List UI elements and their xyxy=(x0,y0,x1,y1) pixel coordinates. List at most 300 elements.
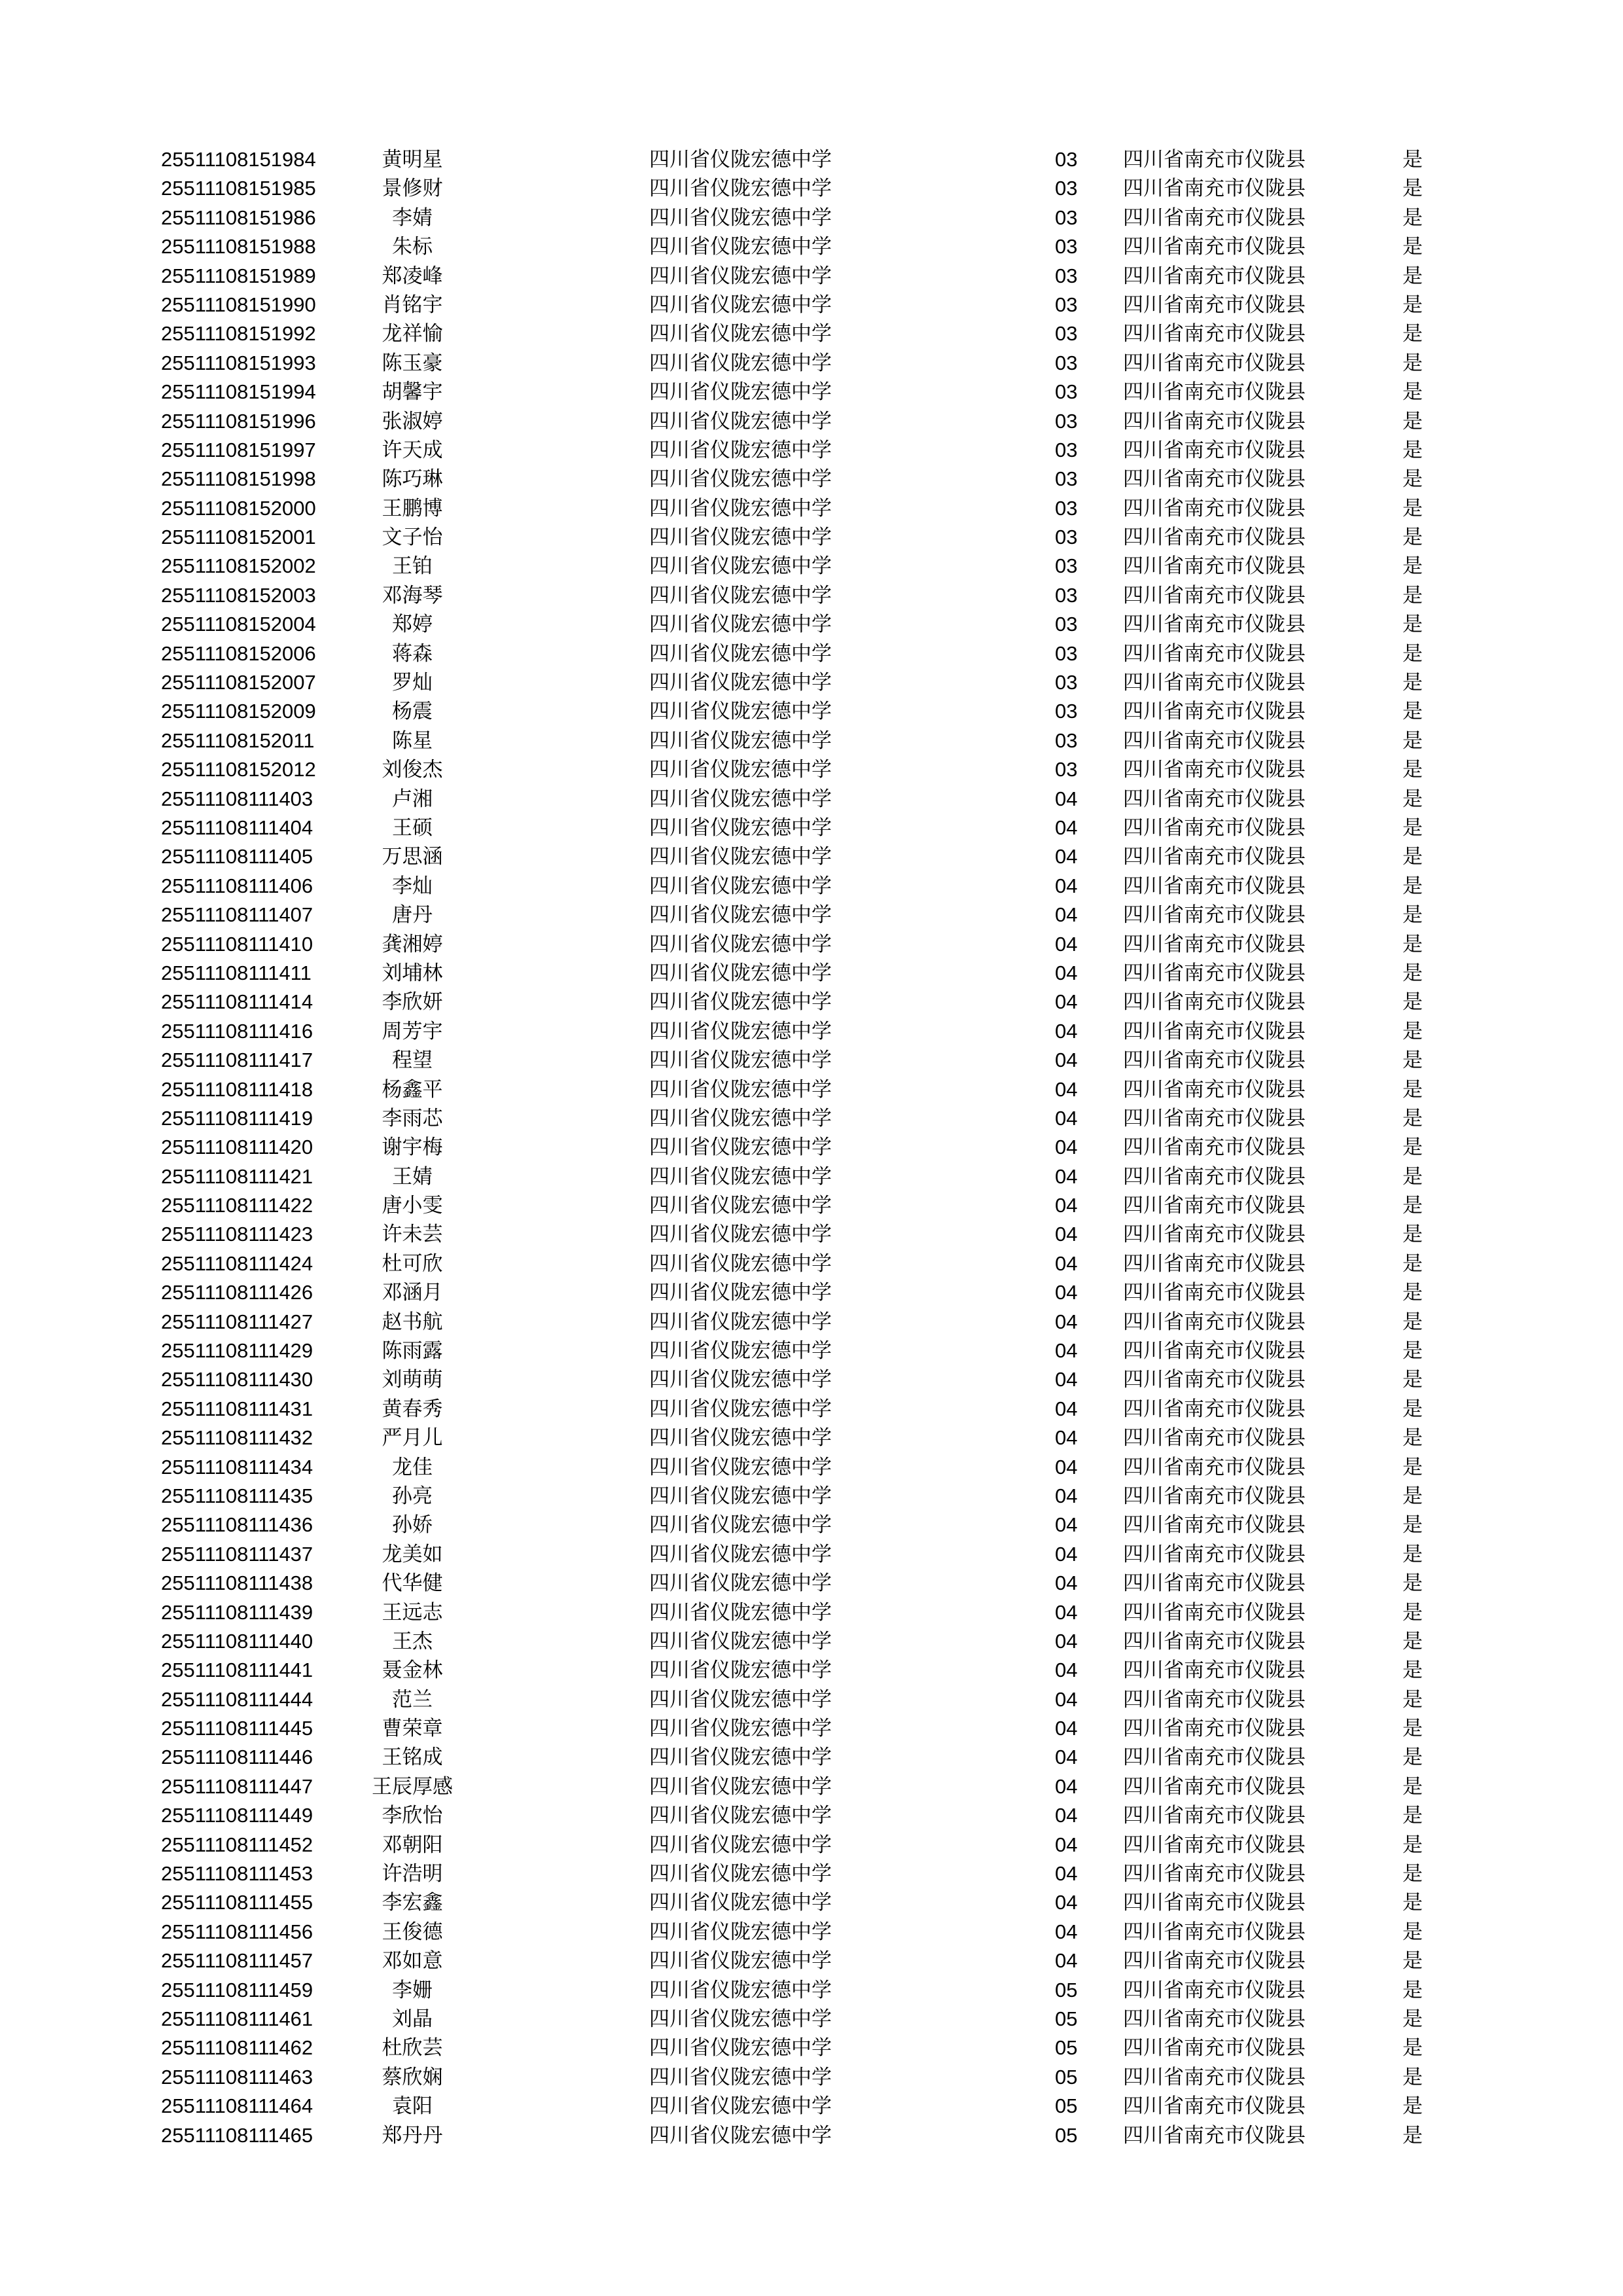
roster-table xyxy=(0,145,1623,2150)
status-flag: 是 xyxy=(1402,671,1423,695)
student-name: 严月儿 xyxy=(382,1426,443,1450)
student-name: 赵书航 xyxy=(382,1310,443,1334)
school-name: 四川省仪陇宏德中学 xyxy=(649,700,832,724)
school-name: 四川省仪陇宏德中学 xyxy=(649,961,832,985)
student-name: 王俊德 xyxy=(382,1920,443,1944)
school-name: 四川省仪陇宏德中学 xyxy=(649,351,832,375)
student-name: 郑婷 xyxy=(392,613,433,637)
region: 四川省南充市仪陇县 xyxy=(1123,1077,1306,1102)
region: 四川省南充市仪陇县 xyxy=(1123,1106,1306,1130)
student-name: 曹荣章 xyxy=(382,1717,443,1741)
student-name: 景修财 xyxy=(382,177,443,201)
class-number: 04 xyxy=(1055,1281,1078,1304)
status-flag: 是 xyxy=(1402,728,1423,753)
admission-number: 25511108111444 xyxy=(161,1687,313,1711)
table-row xyxy=(0,1888,1623,1917)
school-name: 四川省仪陇宏德中学 xyxy=(649,1455,832,1479)
admission-number: 25511108151994 xyxy=(161,380,316,404)
region: 四川省南充市仪陇县 xyxy=(1123,264,1306,288)
student-name: 李雨芯 xyxy=(382,1106,443,1130)
student-name: 刘俊杰 xyxy=(382,758,443,782)
table-row xyxy=(0,1046,1623,1075)
student-name: 杜欣芸 xyxy=(382,2036,443,2060)
table-row xyxy=(0,407,1623,436)
admission-number: 25511108111463 xyxy=(161,2065,313,2089)
class-number: 04 xyxy=(1055,1920,1078,1943)
table-row xyxy=(0,378,1623,406)
class-number: 03 xyxy=(1055,467,1078,491)
admission-number: 25511108152003 xyxy=(161,583,316,607)
student-name: 李婧 xyxy=(392,206,433,230)
status-flag: 是 xyxy=(1402,554,1423,579)
table-row xyxy=(0,1743,1623,1772)
status-flag: 是 xyxy=(1402,177,1423,201)
table-row xyxy=(0,1308,1623,1336)
class-number: 05 xyxy=(1055,2123,1078,2147)
region: 四川省南充市仪陇县 xyxy=(1123,2065,1306,2089)
table-row xyxy=(0,1220,1623,1249)
table-row xyxy=(0,1075,1623,1104)
admission-number: 25511108111439 xyxy=(161,1600,313,1624)
status-flag: 是 xyxy=(1402,903,1423,927)
school-name: 四川省仪陇宏德中学 xyxy=(649,1513,832,1537)
school-name: 四川省仪陇宏德中学 xyxy=(649,2036,832,2060)
student-name: 杨鑫平 xyxy=(382,1077,443,1102)
status-flag: 是 xyxy=(1402,2094,1423,2119)
class-number: 03 xyxy=(1055,438,1078,461)
student-name: 陈玉豪 xyxy=(382,351,443,375)
class-number: 04 xyxy=(1055,1600,1078,1624)
region: 四川省南充市仪陇县 xyxy=(1123,1629,1306,1653)
table-row xyxy=(0,1627,1623,1656)
table-row xyxy=(0,1162,1623,1191)
status-flag: 是 xyxy=(1402,2123,1423,2147)
class-number: 03 xyxy=(1055,641,1078,665)
school-name: 四川省仪陇宏德中学 xyxy=(649,903,832,927)
region: 四川省南充市仪陇县 xyxy=(1123,148,1306,171)
school-name: 四川省仪陇宏德中学 xyxy=(649,1687,832,1712)
class-number: 04 xyxy=(1055,1717,1078,1740)
admission-number: 25511108151986 xyxy=(161,206,316,229)
school-name: 四川省仪陇宏德中学 xyxy=(649,641,832,666)
region: 四川省南充市仪陇县 xyxy=(1123,496,1306,520)
table-row xyxy=(0,1976,1623,2005)
class-number: 05 xyxy=(1055,2036,1078,2060)
class-number: 03 xyxy=(1055,322,1078,346)
admission-number: 25511108111440 xyxy=(161,1629,313,1653)
admission-number: 25511108111419 xyxy=(161,1106,313,1130)
admission-number: 25511108152012 xyxy=(161,758,316,781)
class-number: 03 xyxy=(1055,671,1078,694)
region: 四川省南充市仪陇县 xyxy=(1123,787,1306,811)
student-name: 邓海琴 xyxy=(382,583,443,607)
school-name: 四川省仪陇宏德中学 xyxy=(649,1629,832,1653)
status-flag: 是 xyxy=(1402,496,1423,520)
region: 四川省南充市仪陇县 xyxy=(1123,1571,1306,1596)
admission-number: 25511108151989 xyxy=(161,264,316,287)
school-name: 四川省仪陇宏德中学 xyxy=(649,1949,832,1973)
admission-number: 25511108111446 xyxy=(161,1746,313,1769)
table-row xyxy=(0,465,1623,493)
region: 四川省南充市仪陇县 xyxy=(1123,932,1306,956)
region: 四川省南充市仪陇县 xyxy=(1123,641,1306,666)
region: 四川省南充市仪陇县 xyxy=(1123,1862,1306,1886)
table-row xyxy=(0,901,1623,929)
class-number: 04 xyxy=(1055,1833,1078,1856)
school-name: 四川省仪陇宏德中学 xyxy=(649,1774,832,1799)
table-row xyxy=(0,872,1623,901)
class-number: 04 xyxy=(1055,1077,1078,1101)
school-name: 四川省仪陇宏德中学 xyxy=(649,264,832,288)
admission-number: 25511108111416 xyxy=(161,1019,313,1043)
student-name: 陈星 xyxy=(392,728,433,753)
school-name: 四川省仪陇宏德中学 xyxy=(649,1484,832,1508)
region: 四川省南充市仪陇县 xyxy=(1123,1426,1306,1450)
school-name: 四川省仪陇宏德中学 xyxy=(649,1978,832,2002)
school-name: 四川省仪陇宏德中学 xyxy=(649,1717,832,1741)
school-name: 四川省仪陇宏德中学 xyxy=(649,583,832,607)
student-name: 陈巧琳 xyxy=(382,467,443,492)
class-number: 05 xyxy=(1055,2065,1078,2089)
class-number: 03 xyxy=(1055,496,1078,520)
student-name: 周芳宇 xyxy=(382,1019,443,1043)
region: 四川省南充市仪陇县 xyxy=(1123,1717,1306,1741)
school-name: 四川省仪陇宏德中学 xyxy=(649,1019,832,1043)
class-number: 03 xyxy=(1055,235,1078,259)
student-name: 唐小雯 xyxy=(382,1194,443,1218)
table-row xyxy=(0,814,1623,842)
status-flag: 是 xyxy=(1402,2007,1423,2031)
region: 四川省南充市仪陇县 xyxy=(1123,583,1306,607)
status-flag: 是 xyxy=(1402,1513,1423,1537)
class-number: 03 xyxy=(1055,380,1078,404)
status-flag: 是 xyxy=(1402,1223,1423,1247)
class-number: 04 xyxy=(1055,1891,1078,1914)
school-name: 四川省仪陇宏德中学 xyxy=(649,1368,832,1392)
student-name: 李欣怡 xyxy=(382,1804,443,1828)
school-name: 四川省仪陇宏德中学 xyxy=(649,671,832,695)
student-name: 邓涵月 xyxy=(382,1281,443,1305)
class-number: 04 xyxy=(1055,932,1078,956)
admission-number: 25511108151996 xyxy=(161,409,316,433)
table-row xyxy=(0,1104,1623,1133)
school-name: 四川省仪陇宏德中学 xyxy=(649,1542,832,1566)
admission-number: 25511108111447 xyxy=(161,1774,313,1798)
admission-number: 25511108152002 xyxy=(161,554,316,578)
region: 四川省南充市仪陇县 xyxy=(1123,554,1306,579)
table-row xyxy=(0,1714,1623,1743)
admission-number: 25511108151997 xyxy=(161,438,316,461)
student-name: 蒋森 xyxy=(392,641,433,666)
class-number: 04 xyxy=(1055,1774,1078,1798)
region: 四川省南充市仪陇县 xyxy=(1123,961,1306,985)
admission-number: 25511108111452 xyxy=(161,1833,313,1856)
table-row xyxy=(0,726,1623,755)
student-name: 李宏鑫 xyxy=(382,1891,443,1915)
class-number: 04 xyxy=(1055,990,1078,1014)
table-row xyxy=(0,1365,1623,1394)
status-flag: 是 xyxy=(1402,1397,1423,1421)
region: 四川省南充市仪陇县 xyxy=(1123,351,1306,375)
table-row xyxy=(0,785,1623,814)
table-row xyxy=(0,610,1623,639)
table-row xyxy=(0,668,1623,697)
region: 四川省南充市仪陇县 xyxy=(1123,1455,1306,1479)
admission-number: 25511108111423 xyxy=(161,1223,313,1246)
region: 四川省南充市仪陇县 xyxy=(1123,467,1306,492)
status-flag: 是 xyxy=(1402,1746,1423,1770)
student-name: 王鹏博 xyxy=(382,496,443,520)
table-row xyxy=(0,842,1623,871)
admission-number: 25511108111422 xyxy=(161,1194,313,1217)
class-number: 03 xyxy=(1055,526,1078,549)
school-name: 四川省仪陇宏德中学 xyxy=(649,1106,832,1130)
school-name: 四川省仪陇宏德中学 xyxy=(649,496,832,520)
admission-number: 25511108151992 xyxy=(161,322,316,346)
admission-number: 25511108111453 xyxy=(161,1862,313,1886)
status-flag: 是 xyxy=(1402,1106,1423,1130)
admission-number: 25511108111455 xyxy=(161,1891,313,1914)
student-name: 龙佳 xyxy=(392,1455,433,1479)
region: 四川省南充市仪陇县 xyxy=(1123,903,1306,927)
table-row xyxy=(0,1685,1623,1714)
table-row xyxy=(0,1424,1623,1452)
status-flag: 是 xyxy=(1402,1687,1423,1712)
table-row xyxy=(0,2063,1623,2092)
school-name: 四川省仪陇宏德中学 xyxy=(649,2007,832,2031)
class-number: 04 xyxy=(1055,1542,1078,1566)
student-name: 刘埔林 xyxy=(382,961,443,985)
region: 四川省南充市仪陇县 xyxy=(1123,1804,1306,1828)
student-name: 李灿 xyxy=(392,874,433,898)
status-flag: 是 xyxy=(1402,1774,1423,1799)
student-name: 孙娇 xyxy=(392,1513,433,1537)
admission-number: 25511108152009 xyxy=(161,700,316,723)
class-number: 04 xyxy=(1055,1136,1078,1159)
status-flag: 是 xyxy=(1402,1281,1423,1305)
admission-number: 25511108111459 xyxy=(161,1978,313,2001)
class-number: 04 xyxy=(1055,1455,1078,1479)
table-row xyxy=(0,1772,1623,1801)
status-flag: 是 xyxy=(1402,380,1423,404)
region: 四川省南充市仪陇县 xyxy=(1123,322,1306,346)
region: 四川省南充市仪陇县 xyxy=(1123,1281,1306,1305)
status-flag: 是 xyxy=(1402,1455,1423,1479)
school-name: 四川省仪陇宏德中学 xyxy=(649,1862,832,1886)
class-number: 04 xyxy=(1055,845,1078,869)
school-name: 四川省仪陇宏德中学 xyxy=(649,787,832,811)
region: 四川省南充市仪陇县 xyxy=(1123,2123,1306,2147)
class-number: 04 xyxy=(1055,1513,1078,1537)
table-row xyxy=(0,1133,1623,1162)
school-name: 四川省仪陇宏德中学 xyxy=(649,1281,832,1305)
student-name: 许未芸 xyxy=(382,1223,443,1247)
class-number: 03 xyxy=(1055,583,1078,607)
region: 四川省南充市仪陇县 xyxy=(1123,1949,1306,1973)
table-row xyxy=(0,494,1623,523)
status-flag: 是 xyxy=(1402,1571,1423,1596)
region: 四川省南充市仪陇县 xyxy=(1123,1049,1306,1073)
status-flag: 是 xyxy=(1402,1949,1423,1973)
class-number: 04 xyxy=(1055,1251,1078,1275)
status-flag: 是 xyxy=(1402,293,1423,317)
class-number: 04 xyxy=(1055,1746,1078,1769)
status-flag: 是 xyxy=(1402,1310,1423,1334)
table-row xyxy=(0,1249,1623,1278)
school-name: 四川省仪陇宏德中学 xyxy=(649,1194,832,1218)
table-row xyxy=(0,319,1623,348)
school-name: 四川省仪陇宏德中学 xyxy=(649,1164,832,1189)
school-name: 四川省仪陇宏德中学 xyxy=(649,1920,832,1944)
school-name: 四川省仪陇宏德中学 xyxy=(649,874,832,898)
table-row xyxy=(0,930,1623,959)
class-number: 04 xyxy=(1055,1164,1078,1188)
student-name: 邓如意 xyxy=(382,1949,443,1973)
class-number: 04 xyxy=(1055,1106,1078,1130)
class-number: 04 xyxy=(1055,1484,1078,1507)
student-name: 张淑婷 xyxy=(382,409,443,433)
student-name: 孙亮 xyxy=(392,1484,433,1508)
student-name: 杨震 xyxy=(392,700,433,724)
school-name: 四川省仪陇宏德中学 xyxy=(649,2065,832,2089)
admission-number: 25511108111404 xyxy=(161,816,313,839)
status-flag: 是 xyxy=(1402,409,1423,433)
student-name: 邓朝阳 xyxy=(382,1833,443,1857)
region: 四川省南充市仪陇县 xyxy=(1123,758,1306,782)
class-number: 04 xyxy=(1055,1397,1078,1420)
student-name: 龙美如 xyxy=(382,1542,443,1566)
region: 四川省南充市仪陇县 xyxy=(1123,613,1306,637)
class-number: 05 xyxy=(1055,2007,1078,2030)
status-flag: 是 xyxy=(1402,1659,1423,1683)
table-row xyxy=(0,552,1623,581)
region: 四川省南充市仪陇县 xyxy=(1123,409,1306,433)
school-name: 四川省仪陇宏德中学 xyxy=(649,2094,832,2119)
student-name: 许天成 xyxy=(382,438,443,462)
table-row xyxy=(0,959,1623,988)
student-name: 许浩明 xyxy=(382,1862,443,1886)
region: 四川省南充市仪陇县 xyxy=(1123,1513,1306,1537)
student-name: 王杰 xyxy=(392,1629,433,1653)
school-name: 四川省仪陇宏德中学 xyxy=(649,1049,832,1073)
region: 四川省南充市仪陇县 xyxy=(1123,1223,1306,1247)
table-row xyxy=(0,639,1623,668)
admission-number: 25511108111456 xyxy=(161,1920,313,1943)
region: 四川省南充市仪陇县 xyxy=(1123,1746,1306,1770)
region: 四川省南充市仪陇县 xyxy=(1123,1833,1306,1857)
region: 四川省南充市仪陇县 xyxy=(1123,1397,1306,1421)
student-name: 黄明星 xyxy=(382,148,443,171)
status-flag: 是 xyxy=(1402,1194,1423,1218)
admission-number: 25511108111403 xyxy=(161,787,313,810)
table-row xyxy=(0,1656,1623,1685)
school-name: 四川省仪陇宏德中学 xyxy=(649,2123,832,2147)
status-flag: 是 xyxy=(1402,1049,1423,1073)
status-flag: 是 xyxy=(1402,1368,1423,1392)
table-row xyxy=(0,1453,1623,1482)
student-name: 陈雨露 xyxy=(382,1339,443,1363)
admission-number: 25511108111461 xyxy=(161,2007,313,2030)
status-flag: 是 xyxy=(1402,1600,1423,1624)
table-row xyxy=(0,1598,1623,1627)
student-name: 郑丹丹 xyxy=(382,2123,443,2147)
school-name: 四川省仪陇宏德中学 xyxy=(649,1397,832,1421)
school-name: 四川省仪陇宏德中学 xyxy=(649,1077,832,1102)
status-flag: 是 xyxy=(1402,1164,1423,1189)
school-name: 四川省仪陇宏德中学 xyxy=(649,1223,832,1247)
school-name: 四川省仪陇宏德中学 xyxy=(649,990,832,1014)
admission-number: 25511108111411 xyxy=(161,961,312,984)
status-flag: 是 xyxy=(1402,1833,1423,1857)
admission-number: 25511108111441 xyxy=(161,1659,313,1682)
admission-number: 25511108111465 xyxy=(161,2123,313,2147)
student-name: 文子怡 xyxy=(382,526,443,550)
status-flag: 是 xyxy=(1402,641,1423,666)
admission-number: 25511108111438 xyxy=(161,1571,313,1595)
region: 四川省南充市仪陇县 xyxy=(1123,700,1306,724)
school-name: 四川省仪陇宏德中学 xyxy=(649,1251,832,1276)
admission-number: 25511108151998 xyxy=(161,467,316,491)
status-flag: 是 xyxy=(1402,467,1423,492)
status-flag: 是 xyxy=(1402,990,1423,1014)
region: 四川省南充市仪陇县 xyxy=(1123,1164,1306,1189)
region: 四川省南充市仪陇县 xyxy=(1123,380,1306,404)
table-row xyxy=(0,2034,1623,2062)
class-number: 03 xyxy=(1055,758,1078,781)
class-number: 04 xyxy=(1055,1629,1078,1653)
class-number: 04 xyxy=(1055,1687,1078,1711)
region: 四川省南充市仪陇县 xyxy=(1123,1339,1306,1363)
school-name: 四川省仪陇宏德中学 xyxy=(649,816,832,840)
status-flag: 是 xyxy=(1402,1339,1423,1363)
student-name: 唐丹 xyxy=(392,903,433,927)
class-number: 03 xyxy=(1055,264,1078,287)
admission-number: 25511108151993 xyxy=(161,351,316,374)
school-name: 四川省仪陇宏德中学 xyxy=(649,1339,832,1363)
region: 四川省南充市仪陇县 xyxy=(1123,1019,1306,1043)
region: 四川省南充市仪陇县 xyxy=(1123,1484,1306,1508)
region: 四川省南充市仪陇县 xyxy=(1123,2007,1306,2031)
class-number: 04 xyxy=(1055,961,1078,984)
status-flag: 是 xyxy=(1402,1978,1423,2002)
status-flag: 是 xyxy=(1402,1891,1423,1915)
region: 四川省南充市仪陇县 xyxy=(1123,2036,1306,2060)
table-row xyxy=(0,1801,1623,1830)
region: 四川省南充市仪陇县 xyxy=(1123,206,1306,230)
student-name: 王铂 xyxy=(392,554,433,579)
admission-number: 25511108111462 xyxy=(161,2036,313,2060)
admission-number: 25511108152006 xyxy=(161,641,316,665)
student-name: 杜可欣 xyxy=(382,1251,443,1276)
school-name: 四川省仪陇宏德中学 xyxy=(649,526,832,550)
admission-number: 25511108111405 xyxy=(161,845,313,869)
admission-number: 25511108151984 xyxy=(161,148,316,171)
status-flag: 是 xyxy=(1402,264,1423,288)
status-flag: 是 xyxy=(1402,2036,1423,2060)
class-number: 04 xyxy=(1055,1571,1078,1595)
school-name: 四川省仪陇宏德中学 xyxy=(649,932,832,956)
status-flag: 是 xyxy=(1402,845,1423,869)
admission-number: 25511108111429 xyxy=(161,1339,313,1363)
region: 四川省南充市仪陇县 xyxy=(1123,1920,1306,1944)
admission-number: 25511108111417 xyxy=(161,1049,313,1072)
status-flag: 是 xyxy=(1402,700,1423,724)
school-name: 四川省仪陇宏德中学 xyxy=(649,554,832,579)
table-row xyxy=(0,1395,1623,1424)
admission-number: 25511108111432 xyxy=(161,1426,313,1450)
student-name: 李姗 xyxy=(392,1978,433,2002)
status-flag: 是 xyxy=(1402,932,1423,956)
